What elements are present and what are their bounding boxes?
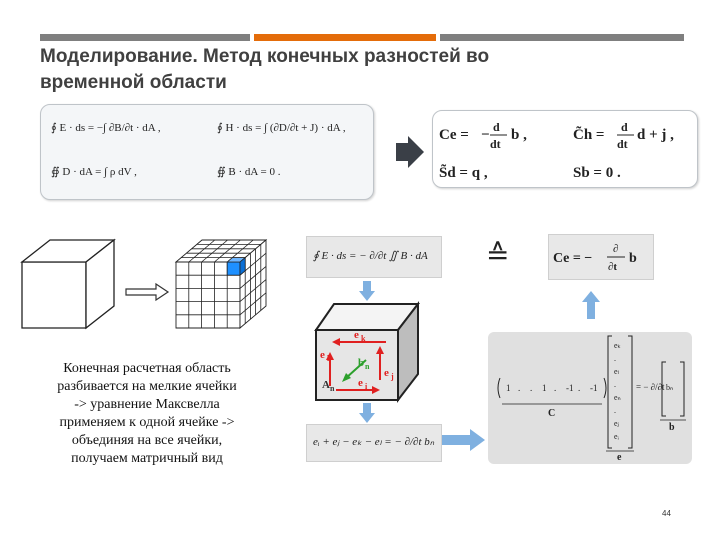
ce-num: ∂	[613, 243, 619, 255]
page-number: 44	[662, 509, 671, 518]
label-ek-sub: k	[361, 334, 366, 343]
arrow-right-icon	[440, 428, 486, 452]
matrix-entry: .	[554, 383, 557, 393]
vector-e-entry: eⱼ	[614, 419, 619, 428]
single-cube-diagram	[14, 236, 124, 332]
label-bn: b	[358, 357, 365, 369]
grid-cube-diagram	[172, 236, 272, 332]
description-line-4: применяем к одной ячейке ->	[59, 415, 235, 430]
maxwell-matrix-svg	[433, 111, 697, 187]
eq-ce-num: d	[493, 120, 500, 134]
highlighted-cell	[227, 262, 240, 275]
maxwell-eq-2: ∮ H · ds = ∫ (∂D/∂t + J) · dA ,	[217, 122, 346, 134]
label-bn-sub: n	[365, 362, 370, 371]
eq-ce-b: b ,	[511, 127, 527, 143]
maxwell-eq-4: ∯ B · dA = 0 .	[217, 166, 281, 178]
maxwell-eq-1: ∮ E · ds = −∫ ∂B/∂t · dA ,	[51, 122, 161, 134]
title-line-2: временной области	[40, 72, 227, 93]
eq-ch-lhs: C̃h =	[573, 127, 605, 143]
vector-e-entry: eₙ	[614, 393, 621, 402]
arrow-up-icon	[581, 290, 601, 320]
label-ei: e	[358, 377, 363, 389]
label-ej-sub: j	[391, 372, 394, 381]
eq-ch-num: d	[621, 120, 628, 134]
vector-e	[614, 341, 621, 441]
accent-bar-middle	[254, 34, 436, 41]
vector-label-e: e	[617, 452, 622, 463]
equivalence-symbol: ≙	[486, 238, 510, 271]
cell-cube-diagram	[306, 300, 420, 404]
matrix-entry: 1	[542, 383, 547, 393]
vector-e-entry: .	[614, 406, 616, 415]
faraday-integral-text: ∮ E · ds = − ∂/∂t ∬ B · dA	[313, 250, 428, 262]
description-line-1: Конечная расчетная область	[63, 361, 231, 376]
maxwell-integral-box	[40, 104, 374, 200]
description-line-5: объединяя на все ячейки,	[71, 433, 223, 448]
matrix-entry: -1	[566, 383, 574, 393]
eq-ce-minus: −	[481, 127, 490, 143]
edge-sum-box	[306, 424, 442, 462]
dark-arrow-icon	[394, 134, 426, 170]
accent-bar-left	[40, 34, 250, 41]
vector-b-entry: bₙ	[666, 383, 674, 392]
hollow-arrow-icon	[124, 282, 170, 302]
ce-den: ∂t	[608, 261, 618, 273]
matrix-entry: .	[518, 383, 521, 393]
label-ei-sub: i	[365, 382, 368, 391]
arrow-down-icon-2	[358, 402, 376, 424]
eq-sb: Sb = 0 .	[573, 165, 621, 181]
matrix-label-c: C	[548, 408, 556, 419]
edge-sum-text: eᵢ + eⱼ − eₖ − eₗ = − ∂/∂t bₙ	[313, 436, 435, 448]
description-line-2: разбивается на мелкие ячейки	[57, 379, 237, 394]
faraday-integral-box	[306, 236, 442, 278]
maxwell-eq-3: ∯ D · dA = ∫ ρ dV ,	[51, 166, 137, 178]
matrix-entry: 1	[506, 383, 511, 393]
eq-ch-rhs: d + j ,	[637, 127, 674, 143]
slide-title	[40, 44, 640, 96]
ce-equation-box	[548, 234, 654, 280]
description-line-6: получаем матричный вид	[71, 451, 223, 466]
matrix-equation-box	[488, 332, 692, 464]
ce-lhs: Ce = −	[553, 251, 593, 266]
eq-sd: S̃d = q ,	[439, 165, 488, 181]
accent-bar-right	[440, 34, 684, 41]
vector-e-entry: .	[614, 380, 616, 389]
vector-e-entry: eₗ	[614, 367, 619, 376]
label-el: e	[320, 349, 325, 361]
matrix-row	[506, 383, 598, 393]
label-an: A	[322, 379, 330, 391]
matrix-equation-svg	[488, 332, 692, 464]
maxwell-matrix-box	[432, 110, 698, 188]
label-ej: e	[384, 367, 389, 379]
matrix-entry: -1	[590, 383, 598, 393]
title-line-1: Моделирование. Метод конечных разностей во	[40, 46, 490, 67]
label-an-sub: n	[330, 384, 335, 393]
eq-ce-lhs: Ce =	[439, 127, 469, 143]
matrix-rhs: = − ∂/∂t	[636, 382, 665, 392]
ce-rhs: b	[629, 251, 637, 266]
arrow-down-icon-1	[358, 280, 376, 302]
vector-e-entry: eᵢ	[614, 432, 619, 441]
eq-ch-den: dt	[617, 137, 628, 151]
description-text	[12, 360, 282, 468]
vector-label-b: b	[669, 422, 675, 433]
matrix-entry: .	[530, 383, 533, 393]
eq-ce-den: dt	[490, 137, 501, 151]
ce-equation-svg	[549, 235, 653, 279]
description-line-3: -> уравнение Максвелла	[74, 397, 220, 412]
label-el-sub: l	[327, 354, 330, 363]
vector-e-entry: .	[614, 354, 616, 363]
label-ek: e	[354, 329, 359, 341]
matrix-entry: .	[578, 383, 581, 393]
vector-e-entry: eₖ	[614, 341, 621, 350]
